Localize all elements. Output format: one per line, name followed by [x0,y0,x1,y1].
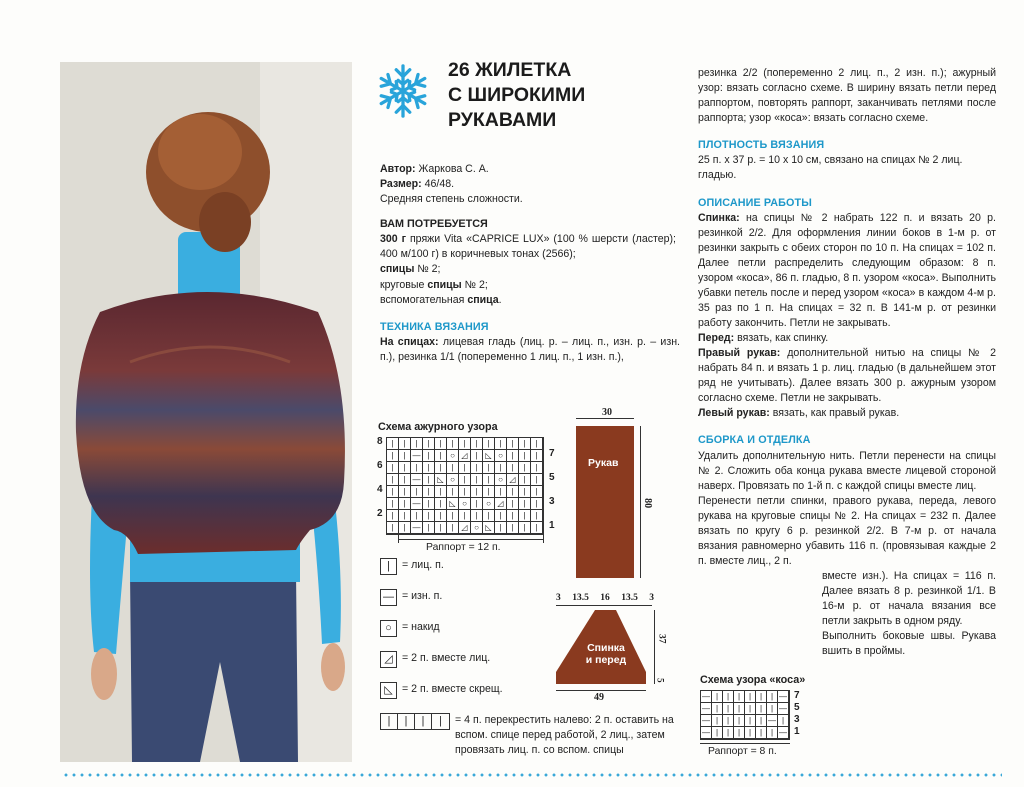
chart-cell: | [459,510,471,522]
chart-cell: | [531,474,543,486]
chart-cell: | [712,727,723,739]
chart-cell: | [471,438,483,450]
ajour-rapport [386,535,544,557]
row-number: 6 [377,460,383,472]
page-title [448,58,658,133]
chart-cell: | [399,438,411,450]
chart-cell: | [519,510,531,522]
density-heading: ПЛОТНОСТЬ ВЯЗАНИЯ [698,139,825,152]
chart-cell: | [435,438,447,450]
sleeve-width-label: 30 [602,407,612,418]
technique-label: На спицах: [380,335,439,348]
chart-cell: | [423,498,435,510]
chart-cell: | [471,486,483,498]
chart-cell: | [723,727,734,739]
chart-cell: — [411,450,423,462]
chart-cell: | [483,486,495,498]
needs-aux-end: . [498,293,502,306]
needs-needles-label: спицы [380,263,415,276]
chart-cell: | [519,486,531,498]
chart-cell: | [495,522,507,534]
chart-cell: — [411,474,423,486]
chart-cell: | [767,727,778,739]
snowflake-icon [374,62,432,120]
chart-cell: | [435,498,447,510]
body-label-line: и перед [585,654,627,667]
body-top-dims [556,592,654,605]
needs-needles-text: № 2; [417,263,441,276]
ajour-grid [386,437,544,535]
chart-cell: ◺ [435,474,447,486]
chart-cell: | [399,450,411,462]
chart-cell: | [411,486,423,498]
size-value: 46/48. [424,178,455,191]
needs-aux [380,293,680,308]
chart-cell: | [387,522,399,534]
model-photo [60,62,352,762]
row-number: 3 [549,496,555,508]
rsleeve-text [698,346,996,406]
chart-cell: | [531,462,543,474]
chart-cell: ○ [471,522,483,534]
knit-stitch-icon: | [380,558,397,575]
body-rib-label: 5 [655,678,666,683]
lsleeve-text [698,406,996,421]
chart-cell: | [531,450,543,462]
chart-cell: | [495,438,507,450]
chart-cell: | [423,522,435,534]
chart-cell: | [507,438,519,450]
chart-cell: — [779,692,787,702]
chart-cell: | [507,510,519,522]
chart-cell: | [723,715,734,727]
dim-label: 13.5 [572,593,589,603]
chart-cell: | [519,450,531,462]
back-body: на спицы № 2 набрать 122 п. и вязать 20 р. резинкой 2/2. Для оформления линии боков в 1-м р. от резинки закрыть с обеих сторон по 10 п. На спицах = 102 п. Далее петли распределить следующим образом: 8 п. узором «коса», 86 п. гладью, 8 п. узором «коса». Выполнить убавки петель после и перед узором «коса» в каждом 4-м р. 35 раз по 1 п. На спицах = 32 п. В 141-м р. от резинки работу закончить. Петли не закрывать. [698,211,996,330]
front-label: Перед: [698,332,735,345]
chart-cell: | [459,486,471,498]
chart-cell: | [447,522,459,534]
sleeve-label: Рукав [588,457,619,469]
work-heading: ОПИСАНИЕ РАБОТЫ [698,196,812,209]
needs-circular-pre: круговые [380,278,425,291]
chart-cell: | [423,486,435,498]
needs-aux-label: спица [467,293,499,306]
chart-cell: | [399,522,411,534]
needs-needles [380,262,680,277]
row-number: 7 [794,690,800,702]
cable-cross-icon: | | | | [380,713,450,730]
assembly-paragraph: Перенести петли спинки, правого рукава, переда, левого рукава на круговые спицы № 2. На спицах = 232 п. Далее вязать по кругу 6 р. резинкой 2/2. В 7-м р. от начала вязания равномерно убавить 116 п. (провязывая каждые 2 п. вместе лиц., 2 п. [698,494,996,567]
chart-cell: | [519,438,531,450]
chart-cell: | [734,691,745,703]
chart-cell: | [495,486,507,498]
needs-circular-label: спицы [427,278,462,291]
chart-cell: ○ [447,450,459,462]
body-bottom-label: 49 [594,692,604,703]
chart-cell: — [779,728,787,738]
yarn-over-icon: ○ [380,620,397,637]
chart-cell: | [756,691,767,703]
row-number: 8 [377,436,383,448]
assembly-heading: СБОРКА И ОТДЕЛКА [698,434,811,447]
needs-heading: ВАМ ПОТРЕБУЕТСЯ [380,218,488,231]
pattern-schema [554,406,674,706]
chart-cell: | [734,715,745,727]
chart-cell: | [756,715,767,727]
sleeve-length-label: 80 [642,498,654,509]
chart-cell: | [531,522,543,534]
lsleeve-body: вязать, как правый рукав. [772,407,900,420]
needs-yarn-amount: 300 г [380,233,407,246]
chart-cell: ◿ [507,474,519,486]
chart-cell: | [435,522,447,534]
chart-cell: | [423,438,435,450]
chart-cell: | [459,438,471,450]
chart-cell: — [702,704,710,714]
chart-cell: | [723,703,734,715]
chart-cell: | [778,715,789,727]
chart-cell: | [756,703,767,715]
legend-text: = 2 п. вместе лиц. [402,652,491,664]
chart-cell: | [399,486,411,498]
chart-cell: | [423,510,435,522]
chart-cell: ◺ [483,522,495,534]
needs-circular [380,278,680,293]
chart-cell: | [471,462,483,474]
chart-cell: — [702,728,710,738]
title-line: С ШИРОКИМИ [448,83,586,106]
chart-cell: | [712,715,723,727]
kosa-grid [700,690,790,740]
chart-cell: | [531,438,543,450]
chart-cell: | [519,474,531,486]
k2tog-crossed-icon: ◺ [380,682,397,699]
chart-cell: | [387,474,399,486]
chart-cell: | [483,438,495,450]
row-number: 7 [549,448,555,460]
chart-cell: ○ [483,498,495,510]
legend-text: = накид [402,621,440,633]
chart-cell: | [399,498,411,510]
author-value: Жаркова С. А. [418,163,489,175]
chart-cell: | [531,510,543,522]
legend-text: = 4 п. перекрестить налево: 2 п. оставить на вспом. спице перед работой, 2 лиц., затем провязать лиц. п. со вспом. спицы [455,714,674,757]
front-text [698,331,996,346]
chart-cell: | [495,462,507,474]
chart-cell: | [387,438,399,450]
kosa-rapport [700,740,790,758]
chart-cell: | [435,510,447,522]
chart-cell: | [531,486,543,498]
chart-cell: — [702,716,710,726]
legend-item-cross [380,713,680,758]
chart-cell: | [447,510,459,522]
chart-cell: | [745,727,756,739]
chart-cell: | [399,474,411,486]
chart-cell: | [745,691,756,703]
chart-cell: | [745,703,756,715]
chart-cell: | [483,474,495,486]
density-text: 25 п. х 37 р. = 10 х 10 см, связано на спицах № 2 лиц. гладью. [698,154,963,182]
chart-cell: | [756,727,767,739]
chart-cell: — [702,692,710,702]
chart-cell: | [411,462,423,474]
purl-stitch-icon: — [380,589,397,606]
chart-cell: | [507,450,519,462]
chart-cell: — [768,716,776,726]
author-line [380,162,680,177]
needs-aux-pre: вспомогательная [380,293,465,306]
chart-cell: ◺ [447,498,459,510]
chart-cell: | [435,462,447,474]
chart-cell: | [387,498,399,510]
chart-cell: | [411,510,423,522]
chart-cell: | [399,462,411,474]
chart-cell: — [411,498,423,510]
row-number: 4 [377,484,383,496]
chart-cell: — [779,704,787,714]
row-number: 1 [549,520,555,532]
chart-cell: | [459,462,471,474]
chart-cell: | [411,438,423,450]
assembly-paragraph: Удалить дополнительную нить. Петли перенести на спицы № 2. Сложить оба конца рукава вместе лицевой стороной наверх. Провязать по 1-й п. с каждой спицы вместе лиц. [698,449,996,492]
chart-cell: | [447,486,459,498]
chart-cell: | [519,462,531,474]
dotted-divider [62,773,1002,777]
chart-cell: | [387,450,399,462]
chart-cell: ○ [495,474,507,486]
chart-cell: | [712,703,723,715]
chart-cell: | [387,486,399,498]
front-body: вязать, как спинку. [737,332,829,345]
chart-cell: | [423,474,435,486]
kosa-chart [700,673,810,758]
difficulty-text: Средняя степень сложности. [380,193,523,206]
ajour-rapport-label: Раппорт = 12 п. [426,542,501,554]
chart-cell: | [531,498,543,510]
chart-cell: ◿ [495,498,507,510]
row-number: 5 [549,472,555,484]
assembly-paragraph: вместе изн.). На спицах = 116 п. Далее вязать 8 р. резинкой 1/1. В 16-м р. от начала вязания все петли закрыть в одном ряду. [822,569,996,627]
assembly-paragraph: Выполнить боковые швы. Рукава вшить в проймы. [822,629,996,658]
chart-cell: | [507,462,519,474]
size-label: Размер: [380,178,422,191]
legend-text: = изн. п. [402,590,443,602]
title-line: РУКАВАМИ [448,108,557,131]
dim-label: 3 [649,593,654,603]
chart-cell: | [519,522,531,534]
dim-label: 13.5 [621,593,638,603]
legend-text: = 2 п. вместе скрещ. [402,683,503,695]
technique-text [380,335,680,365]
rsleeve-label: Правый рукав: [698,347,781,360]
legend-text: = лиц. п. [402,559,444,571]
row-number: 1 [794,726,800,738]
technique-body: лицевая гладь (лиц. р. – лиц. п., изн. р. – изн. п.), резинка 1/1 (попеременно 1 лиц. п., 1 изн. п.), [380,335,680,363]
chart-cell: | [471,498,483,510]
chart-cell: | [483,510,495,522]
chart-cell: | [495,510,507,522]
chart-cell: | [507,522,519,534]
chart-cell: | [471,450,483,462]
chart-cell: | [423,462,435,474]
size-line [380,177,680,192]
technique-heading: ТЕХНИКА ВЯЗАНИЯ [380,320,489,333]
chart-cell: ○ [495,450,507,462]
body-label-line: Спинка [587,642,625,654]
row-number: 2 [377,508,383,520]
chart-cell: | [483,462,495,474]
chart-cell: | [459,474,471,486]
chart-cell: | [723,691,734,703]
title-line: 26 ЖИЛЕТКА [448,59,572,81]
back-label: Спинка: [698,211,740,224]
chart-cell: | [447,462,459,474]
right-text-column [698,66,996,659]
rsleeve-body: дополнительной нитью на спицы № 2 набрать 84 п. и вязать 1 р. лиц. гладью (в дальнейшем этот ряд не учитывать). Далее вязать 300 р. ажурным узором согласно схеме. Петли не закрывать. [698,347,997,405]
chart-cell: | [435,450,447,462]
lsleeve-label: Левый рукав: [698,407,770,420]
chart-cell: | [447,438,459,450]
chart-cell: | [767,703,778,715]
chart-cell: | [387,462,399,474]
chart-cell: ○ [459,498,471,510]
needs-circular-text: № 2; [464,278,488,291]
chart-cell: | [734,703,745,715]
ajour-chart [378,420,558,557]
chart-cell: | [471,474,483,486]
kosa-rapport-label: Раппорт = 8 п. [708,746,777,758]
sleeve-shape [576,426,634,578]
chart-cell: | [399,510,411,522]
chart-cell: ○ [447,474,459,486]
author-label: Автор: [380,163,416,175]
chart-cell: ◿ [459,522,471,534]
ajour-chart-caption: Схема ажурного узора [378,421,498,433]
k2tog-icon: ◿ [380,651,397,668]
chart-cell: | [734,727,745,739]
chart-cell: — [411,522,423,534]
chart-cell: | [712,691,723,703]
chart-cell: | [507,498,519,510]
chart-cell: | [519,498,531,510]
chart-cell: | [767,691,778,703]
chart-cell: | [423,450,435,462]
chart-cell: ◺ [483,450,495,462]
chart-cell: | [471,510,483,522]
body-height-label: 37 [656,633,667,644]
chart-cell: | [745,715,756,727]
row-number: 3 [794,714,800,726]
chart-cell: | [507,486,519,498]
technique-continued: резинка 2/2 (попеременно 2 лиц. п., 2 изн. п.); ажурный узор: вязать согласно схеме. В ширину вязать петли перед раппортом, повторять раппорт, заканчивать петлями после раппорта; узор «коса»: вязать согласно схеме. [698,67,996,125]
needs-yarn-text: пряжи Vita «CAPRICE LUX» (100 % шерсти (ластер); 400 м/100 г) в коричневых тонах (2566); [380,233,676,261]
dim-label: 16 [600,593,610,603]
row-number: 5 [794,702,800,714]
chart-cell: ◿ [459,450,471,462]
chart-cell: | [435,486,447,498]
back-text [698,211,996,331]
dim-label: 3 [556,593,561,603]
chart-cell: | [387,510,399,522]
kosa-chart-caption: Схема узора «коса» [700,674,806,686]
body-label [584,642,628,666]
needs-yarn [380,232,676,262]
left-text-column [380,162,680,365]
